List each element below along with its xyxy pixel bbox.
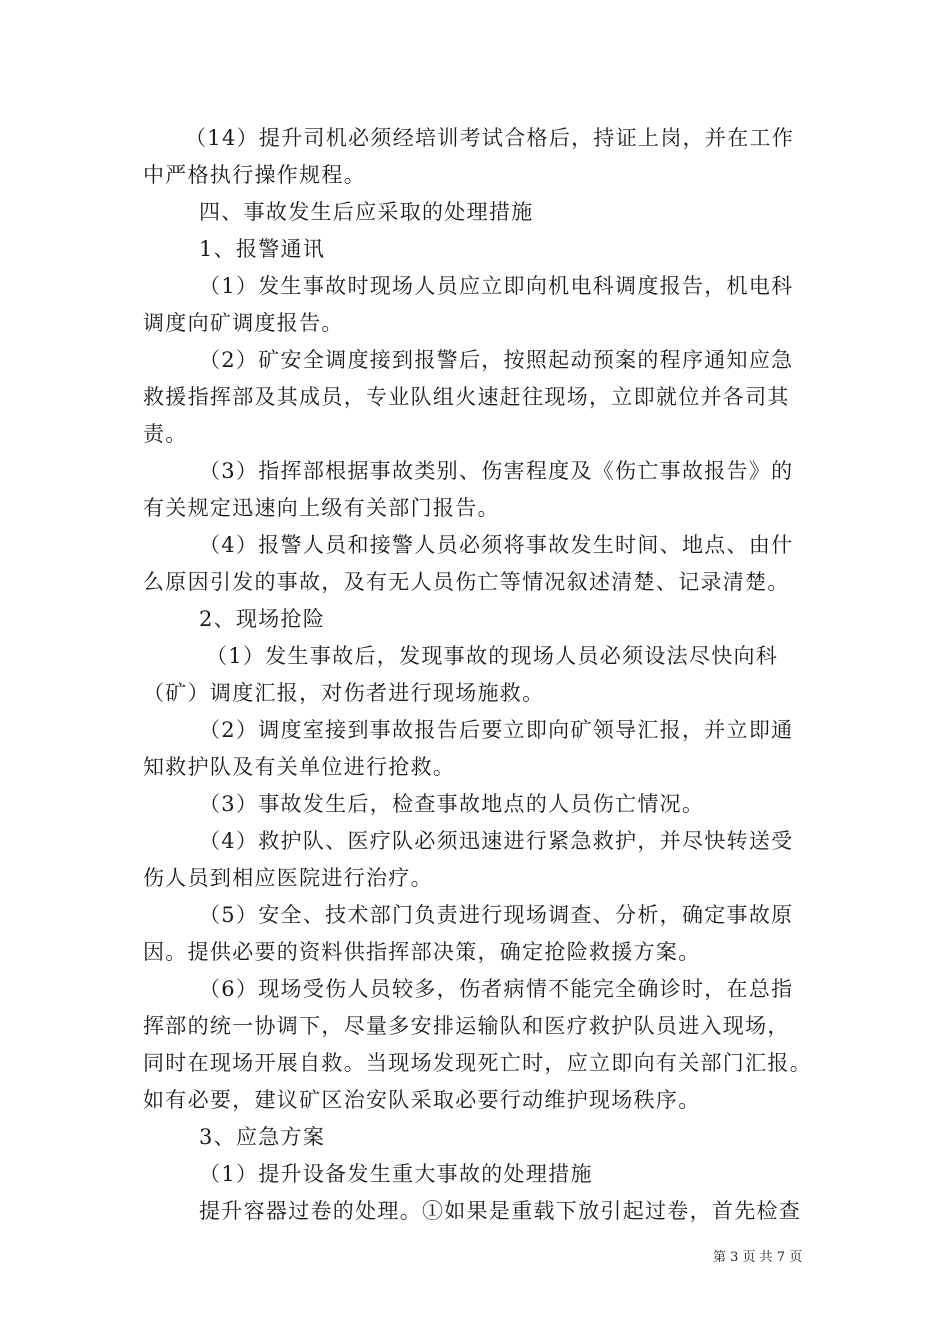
text-line: （2）矿安全调度接到报警后，按照起动预案的程序通知应急	[199, 348, 794, 372]
text-line: （3）指挥部根据事故类别、伤害程度及《伤亡事故报告》的	[199, 459, 794, 483]
subsection-heading: 2、现场抢险	[199, 607, 326, 631]
text-line: （6）现场受伤人员较多，伤者病情不能完全确诊时，在总指	[199, 977, 794, 1001]
text-line: 调度向矿调度报告。	[143, 311, 344, 335]
text-line: 挥部的统一协调下，尽量多安排运输队和医疗救护队员进入现场，	[143, 1014, 790, 1038]
text-line: （2）调度室接到事故报告后要立即向矿领导汇报，并立即通	[199, 718, 794, 742]
text-line: 责。	[143, 422, 188, 446]
text-line: （1）提升设备发生重大事故的处理措施	[199, 1162, 593, 1186]
text-line: 么原因引发的事故，及有无人员伤亡等情况叙述清楚、记录清楚。	[143, 570, 790, 594]
subsection-heading: 3、应急方案	[199, 1125, 326, 1149]
text-line: （14）提升司机必须经培训考试合格后，持证上岗，并在工作	[185, 126, 795, 150]
text-line: 如有必要，建议矿区治安队采取必要行动维护现场秩序。	[143, 1088, 701, 1112]
text-line: （1）发生事故后，发现事故的现场人员必须设法尽快向科	[206, 644, 779, 668]
text-line: （4）报警人员和接警人员必须将事故发生时间、地点、由什	[199, 533, 794, 557]
text-line: 提升容器过卷的处理。①如果是重载下放引起过卷，首先检查	[199, 1199, 802, 1223]
text-line: 中严格执行操作规程。	[143, 163, 366, 187]
text-line: （5）安全、技术部门负责进行现场调查、分析，确定事故原	[199, 903, 794, 927]
section-heading: 四、事故发生后应采取的处理措施	[199, 200, 534, 224]
text-line: 有关规定迅速向上级有关部门报告。	[143, 496, 500, 520]
text-line: （矿）调度汇报，对伤者进行现场施救。	[143, 681, 545, 705]
text-line: 因。提供必要的资料供指挥部决策，确定抢险救援方案。	[143, 940, 701, 964]
text-line: 知救护队及有关单位进行抢救。	[143, 755, 456, 779]
text-line: （3）事故发生后，检查事故地点的人员伤亡情况。	[199, 792, 705, 816]
text-line: 同时在现场开展自救。当现场发现死亡时，应立即向有关部门汇报。	[143, 1051, 812, 1075]
text-line: （4）救护队、医疗队必须迅速进行紧急救护，并尽快转送受	[199, 829, 794, 853]
text-line: 伤人员到相应医院进行治疗。	[143, 866, 433, 890]
text-line: 救援指挥部及其成员，专业队组火速赶往现场，立即就位并各司其	[143, 385, 790, 409]
text-line: （1）发生事故时现场人员应立即向机电科调度报告，机电科	[199, 274, 794, 298]
page-number: 第 3 页 共 7 页	[713, 1250, 803, 1265]
subsection-heading: 1、报警通讯	[199, 237, 326, 261]
